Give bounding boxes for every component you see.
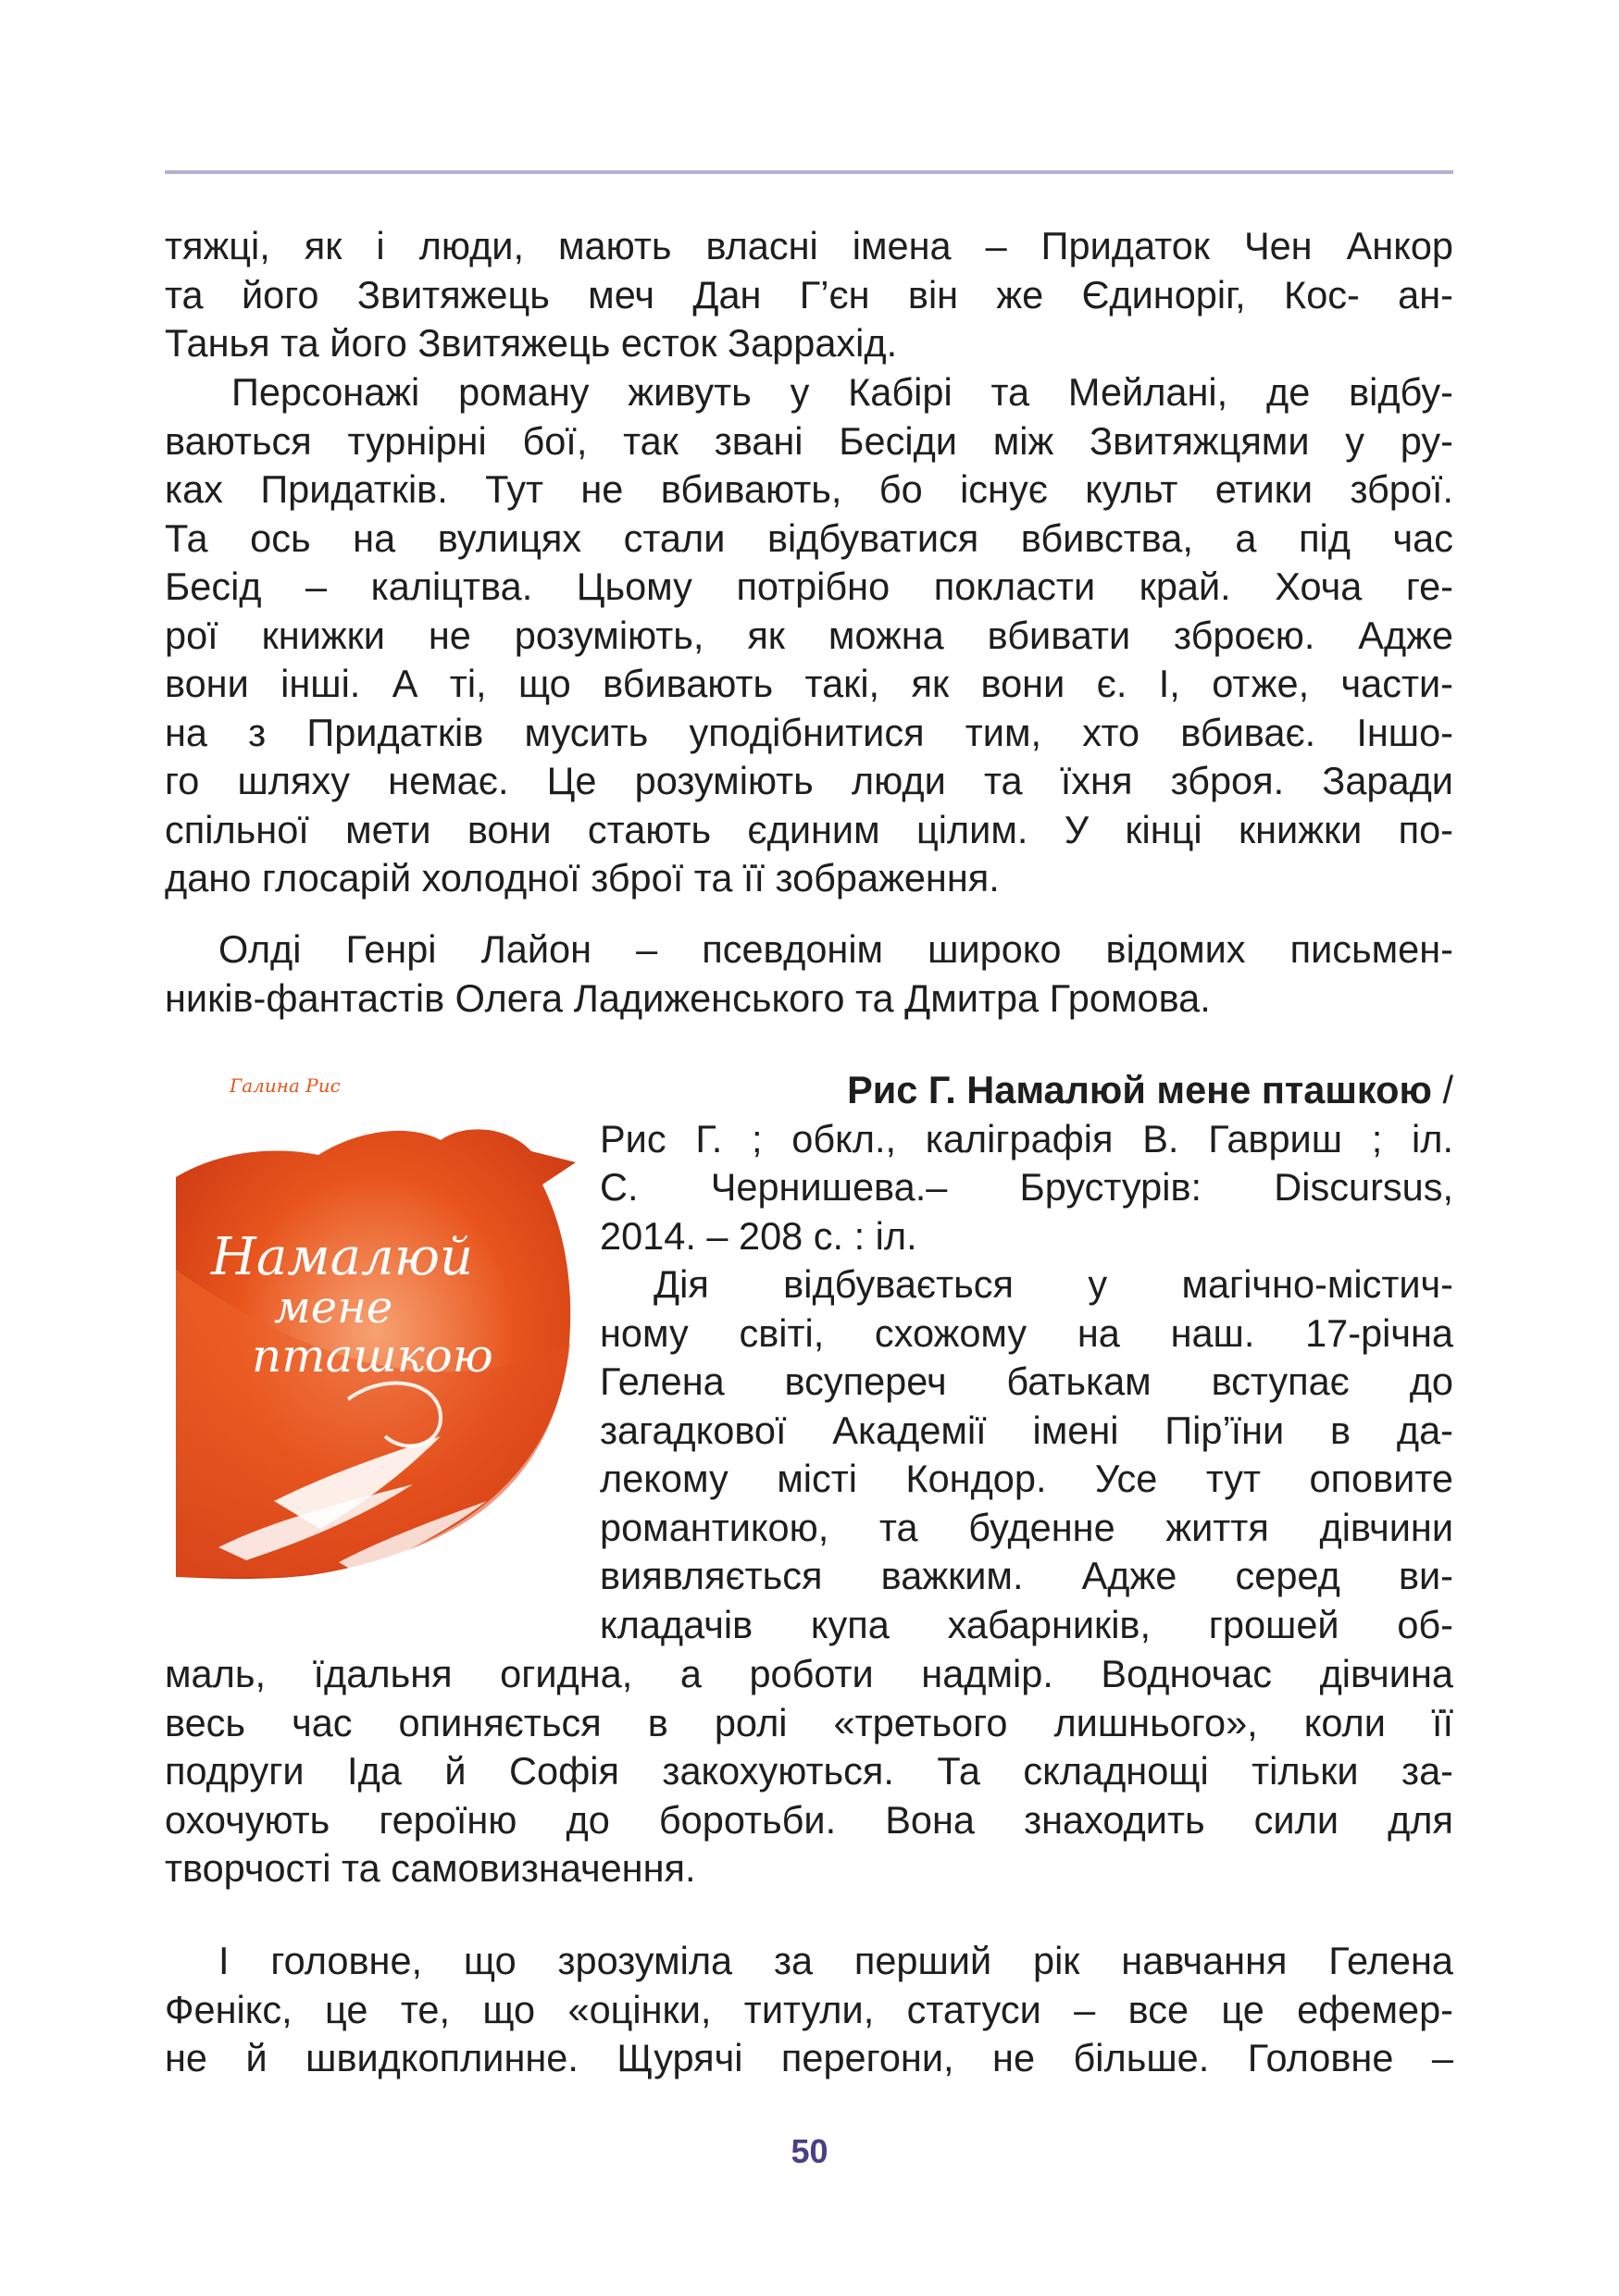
- paragraph-main-idea: [165, 1937, 1453, 2083]
- text-line: маль, їдальня огидна, а роботи надмір. Водночас дівчина: [165, 1652, 1453, 1695]
- title-separator: /: [1431, 1068, 1453, 1111]
- page-number: 50: [791, 2132, 828, 2170]
- text-line: дано глосарій холодної зброї та її зображення.: [165, 856, 1000, 900]
- text-line: Та ось на вулицях стали відбуватися вбивства, а під час: [165, 515, 1453, 560]
- annotation-line: виявляється важким. Адже серед ви-: [600, 1554, 1453, 1597]
- annotation-line: кладачів купа хабарників, грошей об-: [600, 1602, 1453, 1646]
- text-line: Танья та його Звитяжець есток Заррахід.: [165, 321, 898, 365]
- bibliographic-line: 2014. – 208 с. : іл.: [600, 1213, 917, 1258]
- annotation-line: романтикою, та буденне життя дівчини: [600, 1505, 1453, 1549]
- annotation-line: загадкової Академії імені Пір’їни в да-: [600, 1408, 1453, 1452]
- book-title: Рис Г. Намалюй мене пташкою: [847, 1068, 1432, 1111]
- paragraph-annotation-continued: [165, 1650, 1453, 1893]
- cover-title-line: Намалюй: [211, 1227, 474, 1287]
- cover-author: Галина Рис: [230, 1074, 341, 1097]
- text-line: ників-фантастів Олега Ладиженського та Дмитра Громова.: [165, 975, 1211, 1020]
- text-line: ваються турнірні бої, так звані Бесіди між Звитяжцями у ру-: [165, 418, 1453, 463]
- cover-title-line: пташкою: [252, 1329, 493, 1383]
- text-line: го шляху немає. Це розуміють люди та їхня зброя. Заради: [165, 759, 1453, 802]
- cover-title-line: мене: [274, 1282, 393, 1334]
- text-line: тяжці, як і люди, мають власні імена – Придаток Чен Анкор: [165, 224, 1453, 267]
- paragraph-plot: [165, 368, 1453, 903]
- book-entry: [165, 1066, 1453, 1649]
- text-line: Персонажі роману живуть у Кабірі та Мейлані, де відбу-: [231, 370, 1453, 414]
- text-line: весь час опиняється в ролі «третього лишнього», коли її: [165, 1700, 1453, 1744]
- text-line: Фенікс, це те, що «оцінки, титули, статуси – все це ефемер-: [165, 1987, 1453, 2031]
- text-line: подруги Іда й Софія закохуються. Та складнощі тільки за-: [165, 1749, 1453, 1793]
- text-line: вони інші. А ті, що вбивають такі, як вони є. І, отже, части-: [165, 662, 1453, 705]
- text-line: не й швидкоплинне. Щурячі перегони, не більше. Головне –: [165, 2036, 1453, 2079]
- text-line: охочують героїню до боротьби. Вона знаходить сили для: [165, 1797, 1453, 1842]
- paragraph-authors: [165, 925, 1453, 1023]
- text-line: І головне, що зрозуміла за перший рік навчання Гелена: [218, 1939, 1453, 1982]
- annotation-line: лекому місті Кондор. Усе тут оповите: [600, 1457, 1453, 1500]
- text-line: та його Звитяжець меч Дан Г’єн він же Єдиноріг, Кос- ан-: [165, 272, 1453, 316]
- bibliographic-line: С. Чернишева.– Брустурів: Discursus,: [600, 1165, 1453, 1209]
- top-divider: [165, 170, 1453, 174]
- annotation-line: Дія відбувається у магічно-містич-: [654, 1262, 1453, 1306]
- book-title-line: [165, 1066, 1453, 1115]
- text-line: творчості та самовизначення.: [165, 1846, 696, 1890]
- text-line: Бесід – каліцтва. Цьому потрібно покласти край. Хоча ге-: [165, 565, 1453, 608]
- bibliographic-line: Рис Г. ; обкл., каліграфія В. Гавриш ; іл.: [600, 1116, 1453, 1160]
- text-line: спільної мети вони стають єдиним цілим. У кінці книжки по-: [165, 807, 1453, 851]
- text-line: на з Придатків мусить уподібнитися тим, хто вбиває. Іншо-: [165, 710, 1453, 754]
- text-line: рої книжки не розуміють, як можна вбивати зброєю. Адже: [165, 613, 1453, 657]
- annotation-line: ному світі, схожому на наш. 17-річна: [600, 1310, 1453, 1355]
- text-line: Олді Генрі Лайон – псевдонім широко відомих письмен-: [218, 927, 1453, 971]
- paragraph-continuation: [165, 222, 1453, 368]
- annotation-line: Гелена всупереч батькам вступає до: [600, 1359, 1453, 1403]
- text-line: ках Придатків. Тут не вбивають, бо існує культ етики зброї.: [165, 467, 1453, 511]
